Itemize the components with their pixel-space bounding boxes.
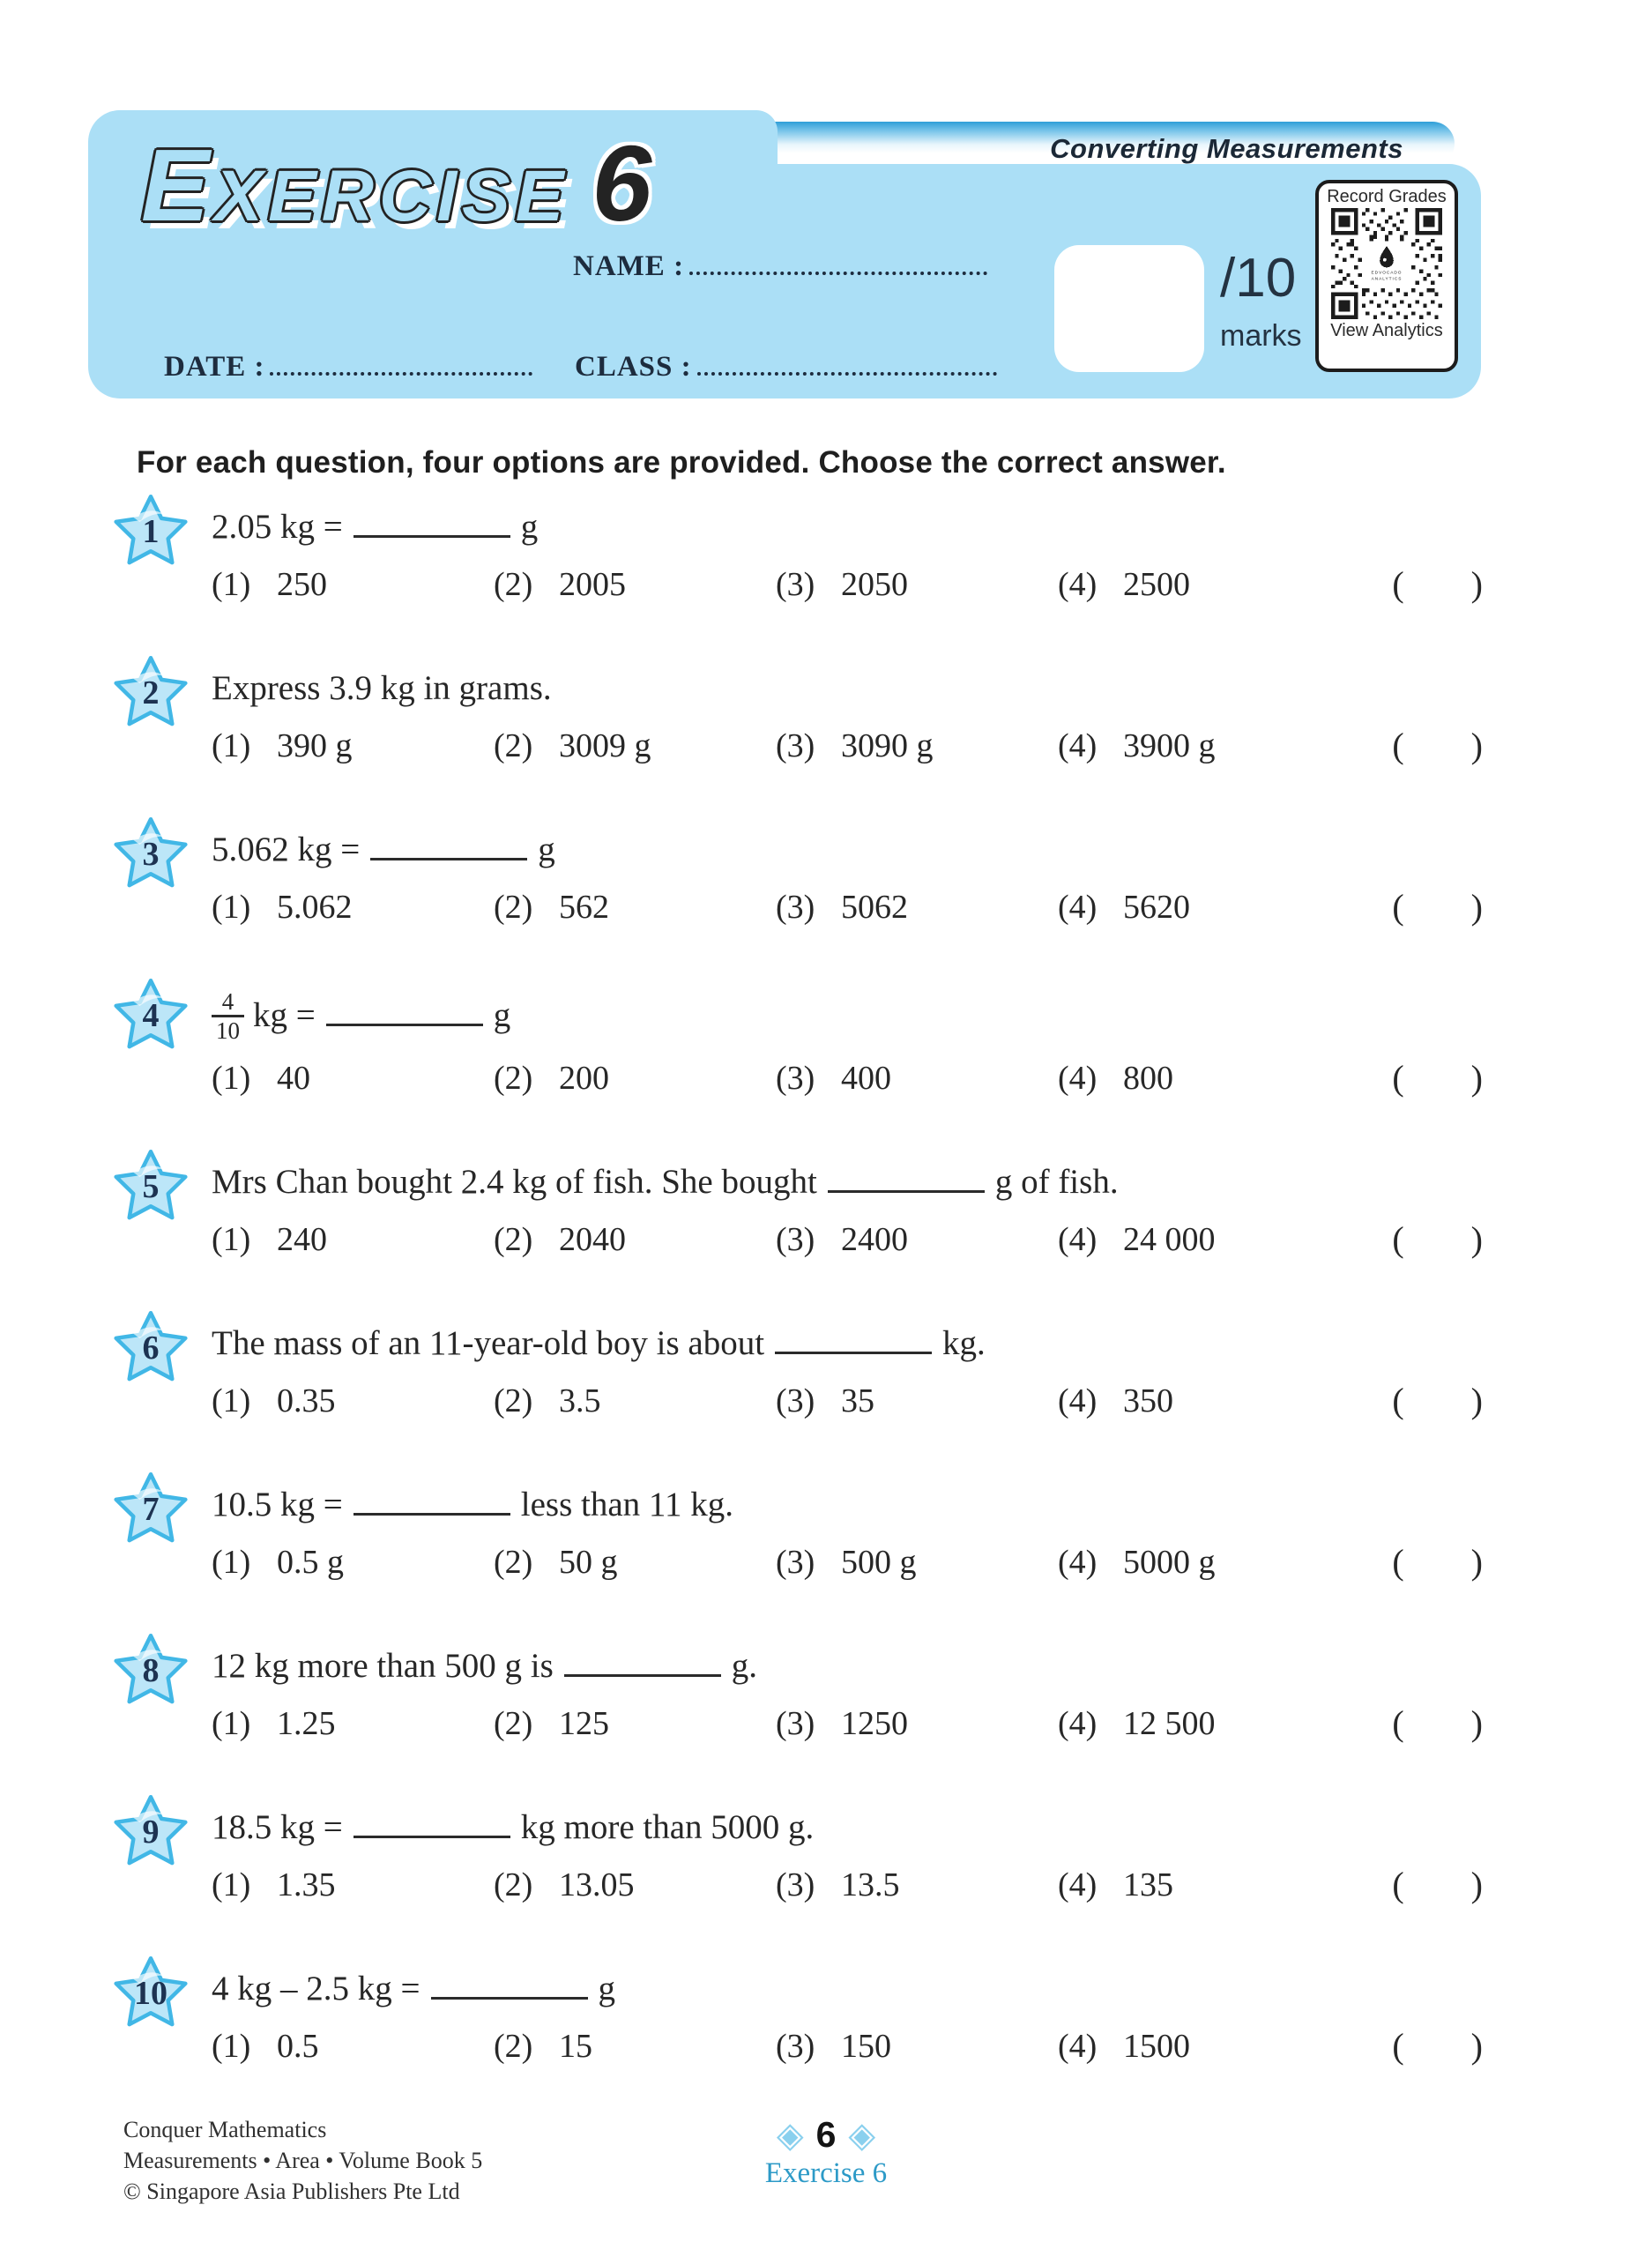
answer-brackets[interactable]: ( ) xyxy=(1392,1703,1483,1744)
answer-brackets[interactable]: ( ) xyxy=(1392,726,1483,765)
answer-blank-line[interactable] xyxy=(326,994,483,1026)
prompt-pre: kg = xyxy=(253,996,316,1035)
score-box[interactable] xyxy=(1054,245,1204,372)
question-prompt xyxy=(212,988,1529,1044)
option-4[interactable]: (4) 5620 xyxy=(1058,889,1190,926)
date-input-line[interactable] xyxy=(270,349,532,376)
options-row xyxy=(212,562,1529,607)
instruction-text: For each question, four options are provided. Choose the correct answer. xyxy=(137,445,1226,480)
prompt-pre: 4 kg – 2.5 kg = xyxy=(212,1970,420,2008)
qr-bottom-label: View Analytics xyxy=(1330,321,1443,340)
prompt-post: g of fish. xyxy=(994,1163,1119,1202)
option-2[interactable]: (2) 13.05 xyxy=(494,1866,635,1904)
question-9-star-badge xyxy=(111,1791,190,1870)
options-row xyxy=(212,1379,1529,1423)
option-3[interactable]: (3) 500 g xyxy=(776,1544,917,1582)
option-2[interactable]: (2) 125 xyxy=(494,1705,609,1743)
question-number: 1 xyxy=(142,513,160,550)
question-1-star-badge xyxy=(111,490,190,570)
option-1[interactable]: (1) 5.062 xyxy=(212,889,353,926)
question-list xyxy=(123,504,1529,2127)
answer-brackets[interactable]: ( ) xyxy=(1392,564,1483,604)
answer-brackets[interactable]: ( ) xyxy=(1392,1058,1483,1099)
prompt-post: g xyxy=(520,508,539,546)
options-row xyxy=(212,724,1529,768)
question-1 xyxy=(123,504,1529,607)
question-2-star-badge xyxy=(111,652,190,731)
page-caption: Exercise 6 xyxy=(764,2157,888,2189)
answer-brackets[interactable]: ( ) xyxy=(1392,1381,1483,1421)
answer-blank-line[interactable] xyxy=(353,505,510,538)
question-7-star-badge xyxy=(111,1468,190,1547)
options-row xyxy=(212,1540,1529,1584)
options-row xyxy=(212,1218,1529,1262)
prompt-pre: 10.5 kg = xyxy=(212,1486,343,1524)
imprint-line-1: Conquer Mathematics xyxy=(123,2117,327,2142)
prompt-pre: 12 kg more than 500 g is xyxy=(212,1647,554,1686)
fraction-numerator: 4 xyxy=(221,988,234,1015)
question-prompt xyxy=(212,666,1529,711)
prompt-post: g xyxy=(493,996,511,1035)
qr-logo-text-2: ANALYTICS xyxy=(1371,277,1403,282)
option-2[interactable]: (2) 3009 g xyxy=(494,727,651,764)
answer-blank-line[interactable] xyxy=(828,1160,985,1193)
name-label: NAME : xyxy=(573,250,685,282)
prompt-post: less than 11 kg. xyxy=(520,1486,733,1524)
class-label: CLASS : xyxy=(575,351,692,383)
option-1[interactable]: (1) 40 xyxy=(212,1060,310,1098)
option-2[interactable]: (2) 2005 xyxy=(494,566,626,603)
option-3[interactable]: (3) 2400 xyxy=(776,1221,908,1259)
option-2[interactable]: (2) 50 g xyxy=(494,1544,618,1582)
option-2[interactable]: (2) 3.5 xyxy=(494,1382,601,1420)
answer-blank-line[interactable] xyxy=(353,1483,510,1516)
question-2 xyxy=(123,666,1529,768)
option-2[interactable]: (2) 2040 xyxy=(494,1221,626,1259)
prompt-pre: 2.05 kg = xyxy=(212,508,343,546)
exercise-number: 6 xyxy=(592,123,652,243)
answer-brackets[interactable]: ( ) xyxy=(1392,887,1483,927)
question-prompt xyxy=(212,827,1529,873)
option-1[interactable]: (1) 390 g xyxy=(212,727,353,764)
prompt-pre: The mass of an 11-year-old boy is about xyxy=(212,1324,765,1363)
answer-blank-line[interactable] xyxy=(431,1967,588,2000)
question-6-star-badge xyxy=(111,1307,190,1386)
question-3 xyxy=(123,827,1529,929)
option-1[interactable]: (1) 250 xyxy=(212,566,327,603)
option-3[interactable]: (3) 5062 xyxy=(776,889,908,926)
answer-blank-line[interactable] xyxy=(775,1322,932,1354)
option-2[interactable]: (2) 562 xyxy=(494,889,609,926)
topic-label: Converting Measurements xyxy=(1050,133,1403,164)
answer-blank-line[interactable] xyxy=(370,828,527,860)
question-4-star-badge xyxy=(111,974,190,1054)
exercise-title-word: XERCISE xyxy=(214,156,569,236)
question-number: 4 xyxy=(142,997,160,1034)
option-2[interactable]: (2) 15 xyxy=(494,2028,592,2066)
option-3[interactable]: (3) 1250 xyxy=(776,1705,908,1743)
diamond-icon: ◈ xyxy=(848,2114,876,2156)
question-5-star-badge xyxy=(111,1145,190,1225)
option-3[interactable]: (3) 35 xyxy=(776,1382,874,1420)
option-1[interactable]: (1) 1.25 xyxy=(212,1705,336,1743)
imprint-line-3: © Singapore Asia Publishers Pte Ltd xyxy=(123,2179,460,2204)
option-3[interactable]: (3) 2050 xyxy=(776,566,908,603)
answer-brackets[interactable]: ( ) xyxy=(1392,2026,1483,2067)
prompt-pre: 18.5 kg = xyxy=(212,1808,343,1847)
question-8-star-badge xyxy=(111,1629,190,1709)
options-row xyxy=(212,1702,1529,1746)
question-number: 6 xyxy=(142,1330,160,1367)
qr-top-label: Record Grades xyxy=(1327,187,1447,206)
question-number: 9 xyxy=(142,1814,160,1851)
question-number: 7 xyxy=(142,1491,160,1529)
options-row xyxy=(212,1863,1529,1907)
options-row xyxy=(212,2024,1529,2068)
prompt-pre: Express 3.9 kg in grams. xyxy=(212,669,552,707)
answer-brackets[interactable]: ( ) xyxy=(1392,1219,1483,1260)
option-3[interactable]: (3) 150 xyxy=(776,2028,891,2066)
question-prompt xyxy=(212,1482,1529,1528)
exercise-title-initial: E xyxy=(141,128,215,242)
option-4[interactable]: (4) 2500 xyxy=(1058,566,1190,603)
question-5 xyxy=(123,1159,1529,1262)
option-4[interactable]: (4) 1500 xyxy=(1058,2028,1190,2066)
date-field xyxy=(164,349,532,384)
option-3[interactable]: (3) 13.5 xyxy=(776,1866,900,1904)
score-denominator: /10 xyxy=(1220,248,1297,309)
question-9 xyxy=(123,1805,1529,1907)
question-10 xyxy=(123,1966,1529,2068)
prompt-post: kg. xyxy=(942,1324,986,1363)
question-prompt xyxy=(212,504,1529,550)
marks-label: marks xyxy=(1220,319,1302,353)
option-1[interactable]: (1) 1.35 xyxy=(212,1866,336,1904)
option-3[interactable]: (3) 3090 g xyxy=(776,727,934,764)
question-number: 8 xyxy=(142,1652,160,1690)
page-number: 6 xyxy=(815,2114,837,2155)
question-prompt xyxy=(212,1966,1529,2012)
prompt-post: g xyxy=(538,831,555,868)
prompt-pre: Mrs Chan bought 2.4 kg of fish. She bought xyxy=(212,1163,817,1202)
qr-code-card[interactable] xyxy=(1315,180,1458,372)
options-row xyxy=(212,885,1529,929)
question-number: 3 xyxy=(142,836,160,873)
name-input-line[interactable] xyxy=(689,249,987,275)
options-row xyxy=(212,1056,1529,1100)
question-6 xyxy=(123,1321,1529,1423)
question-10-star-badge xyxy=(111,1952,190,2031)
imprint-line-2: Measurements • Area • Volume Book 5 xyxy=(123,2148,483,2173)
question-number: 10 xyxy=(134,1975,167,2013)
option-1[interactable]: (1) 240 xyxy=(212,1221,327,1259)
option-4[interactable]: (4) 5000 g xyxy=(1058,1544,1216,1582)
class-input-line[interactable] xyxy=(697,349,997,376)
page-number-row xyxy=(0,2114,1652,2156)
question-prompt xyxy=(212,1643,1529,1689)
option-3[interactable]: (3) 400 xyxy=(776,1060,891,1098)
question-3-star-badge xyxy=(111,813,190,892)
option-1[interactable]: (1) 0.5 xyxy=(212,2028,319,2066)
option-1[interactable]: (1) 0.5 g xyxy=(212,1544,344,1582)
question-number: 2 xyxy=(142,674,160,711)
option-4[interactable]: (4) 3900 g xyxy=(1058,727,1216,764)
diamond-icon: ◈ xyxy=(776,2114,804,2156)
question-7 xyxy=(123,1482,1529,1584)
class-field xyxy=(575,349,997,384)
prompt-post: g. xyxy=(731,1647,758,1686)
prompt-post: g xyxy=(598,1970,615,2008)
answer-blank-line[interactable] xyxy=(564,1644,721,1677)
option-4[interactable]: (4) 135 xyxy=(1058,1866,1173,1904)
option-2[interactable]: (2) 200 xyxy=(494,1060,609,1098)
prompt-post: kg more than 5000 g. xyxy=(520,1808,815,1847)
question-number: 5 xyxy=(142,1168,160,1206)
option-4[interactable]: (4) 12 500 xyxy=(1058,1705,1216,1743)
qr-logo-text-1: EDVOCADO xyxy=(1371,271,1403,276)
option-4[interactable]: (4) 350 xyxy=(1058,1382,1173,1420)
question-prompt xyxy=(212,1159,1529,1205)
question-prompt xyxy=(212,1321,1529,1367)
question-prompt xyxy=(212,1805,1529,1851)
answer-brackets[interactable]: ( ) xyxy=(1392,1542,1483,1583)
fraction-denominator: 10 xyxy=(212,1015,244,1044)
option-4[interactable]: (4) 24 000 xyxy=(1058,1221,1216,1259)
fraction xyxy=(212,988,244,1044)
page-footer xyxy=(0,2114,1652,2190)
answer-blank-line[interactable] xyxy=(353,1806,510,1838)
prompt-pre: 5.062 kg = xyxy=(212,831,361,868)
name-field xyxy=(573,249,987,283)
qr-code-icon xyxy=(1331,208,1442,319)
question-4 xyxy=(123,988,1529,1100)
option-1[interactable]: (1) 0.35 xyxy=(212,1382,336,1420)
date-label: DATE : xyxy=(164,351,265,383)
exercise-title xyxy=(141,122,651,245)
option-4[interactable]: (4) 800 xyxy=(1058,1060,1173,1098)
answer-brackets[interactable]: ( ) xyxy=(1392,1865,1483,1905)
question-8 xyxy=(123,1643,1529,1746)
